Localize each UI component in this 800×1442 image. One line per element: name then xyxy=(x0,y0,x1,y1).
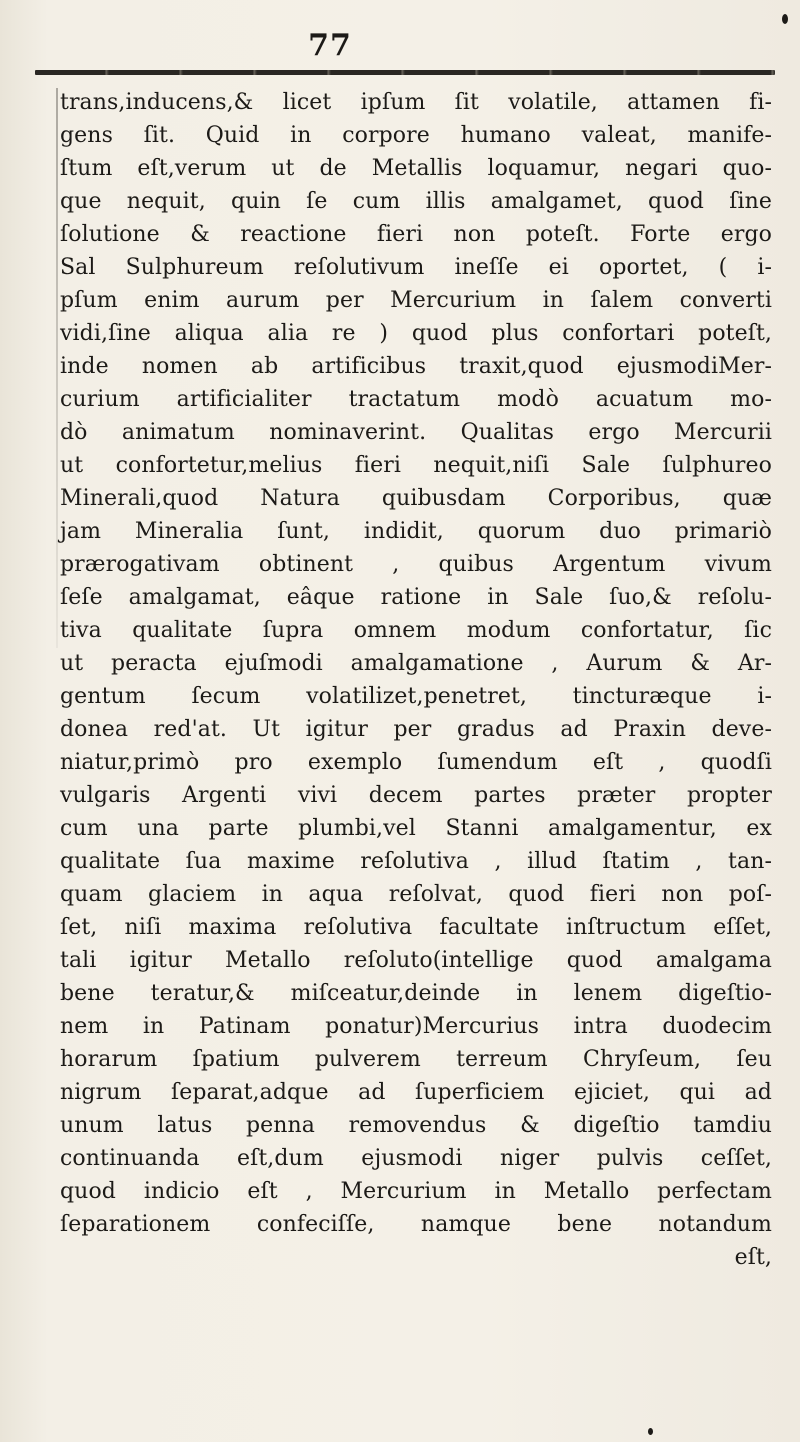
text-line: ſet, niſi maxima reſolutiva facultate inſtructum eſſet, xyxy=(60,915,772,940)
text-line: Minerali,quod Natura quibusdam Corporibus, quæ xyxy=(60,486,772,511)
body-text xyxy=(60,86,772,1274)
text-line: ſeſe amalgamat, eâque ratione in Sale ſuo,& reſolu- xyxy=(60,585,772,610)
text-line: donea red'at. Ut igitur per gradus ad Praxin deve- xyxy=(60,717,772,742)
text-line: que nequit, quin ſe cum illis amalgamet, quod ſine xyxy=(60,189,772,214)
text-line: tiva qualitate ſupra omnem modum confortatur, ſic xyxy=(60,618,772,643)
text-line: continuanda eſt,dum ejusmodi niger pulvis ceſſet, xyxy=(60,1146,772,1171)
text-line: inde nomen ab artificibus traxit,quod ejusmodiMer- xyxy=(60,354,772,379)
text-line: niatur,primò pro exemplo ſumendum eſt , quodſi xyxy=(60,750,772,775)
text-line: ut confortetur,melius fieri nequit,niſi Sale ſulphureo xyxy=(60,453,772,478)
text-line: gentum ſecum volatilizet,penetret, tincturæque i- xyxy=(60,684,772,709)
text-line: cum una parte plumbi,vel Stanni amalgamentur, ex xyxy=(60,816,772,841)
text-line: ſeparationem confeciſſe, namque bene notandum xyxy=(60,1212,772,1237)
text-line: ſtum eſt,verum ut de Metallis loquamur, negari quo- xyxy=(60,156,772,181)
text-line: vidi,ſine aliqua alia re ) quod plus confortari poteſt, xyxy=(60,321,772,346)
text-line: pſum enim aurum per Mercurium in ſalem converti xyxy=(60,288,772,313)
text-line: horarum ſpatium pulverem terreum Chryſeum, ſeu xyxy=(60,1047,772,1072)
text-line: Sal Sulphureum reſolutivum ineſſe ei oportet, ( i- xyxy=(60,255,772,280)
binding-shadow xyxy=(56,88,58,648)
text-line: tali igitur Metallo reſoluto(intellige quod amalgama xyxy=(60,948,772,973)
text-line: unum latus penna removendus & digeſtio tamdiu xyxy=(60,1113,772,1138)
text-line: bene teratur,& miſceatur,deinde in lenem digeſtio- xyxy=(60,981,772,1006)
text-line: dò animatum nominaverint. Qualitas ergo Mercurii xyxy=(60,420,772,445)
header-rule xyxy=(35,70,775,75)
text-line: curium artificialiter tractatum modò acuatum mo- xyxy=(60,387,772,412)
text-line: gens ſit. Quid in corpore humano valeat, manife- xyxy=(60,123,772,148)
text-line: qualitate ſua maxime reſolutiva , illud ſtatim , tan- xyxy=(60,849,772,874)
text-line: trans,inducens,& licet ipſum ſit volatile, attamen fi- xyxy=(60,90,772,115)
ink-mark-icon xyxy=(648,1428,653,1435)
text-line: ut peracta ejuſmodi amalgamatione , Aurum & Ar- xyxy=(60,651,772,676)
text-line: vulgaris Argenti vivi decem partes præter propter xyxy=(60,783,772,808)
page-number: 77 xyxy=(308,28,352,63)
text-line: nigrum ſeparat,adque ad ſuperficiem ejiciet, qui ad xyxy=(60,1080,772,1105)
catchword: eſt, xyxy=(734,1245,772,1270)
text-line: jam Mineralia ſunt, indidit, quorum duo primariò xyxy=(60,519,772,544)
ink-mark-icon xyxy=(782,14,788,24)
text-line: quam glaciem in aqua reſolvat, quod fieri non poſ- xyxy=(60,882,772,907)
text-line: nem in Patinam ponatur)Mercurius intra duodecim xyxy=(60,1014,772,1039)
text-line: ſolutione & reactione fieri non poteſt. Forte ergo xyxy=(60,222,772,247)
text-line: quod indicio eſt , Mercurium in Metallo perfectam xyxy=(60,1179,772,1204)
text-line: prærogativam obtinent , quibus Argentum vivum xyxy=(60,552,772,577)
